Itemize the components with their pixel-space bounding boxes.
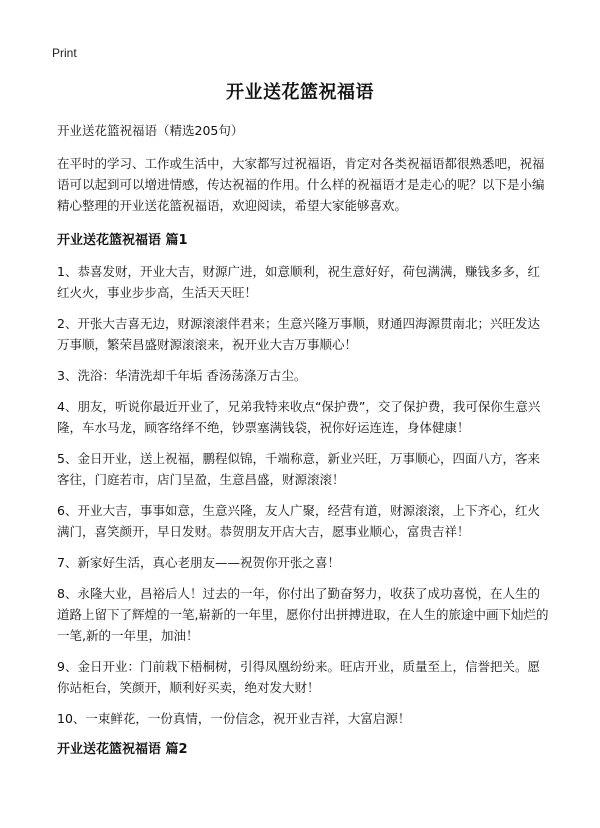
list-item: 3、洗浴：华清洗却千年垢 香汤荡涤万古尘。 — [57, 368, 307, 383]
list-item: 1、恭喜发财，开业大吉，财源广进，如意顺利，祝生意好好，荷包满满，赚钱多多，红红火火，事业步步高，生活天天旺！ — [57, 264, 540, 300]
article-body — [57, 120, 551, 770]
page-title: 开业送花篮祝福语 — [226, 82, 374, 103]
section-heading-2: 开业送花篮祝福语 篇2 — [57, 742, 188, 757]
list-item: 8、永隆大业，昌裕后人！过去的一年，你付出了勤奋努力，收获了成功喜悦，在人生的道路上留下了辉煌的一笔,崭新的一年里，愿你付出拼搏进取，在人生的旅途中画下灿烂的一笔,新的一年里，加油！ — [57, 586, 549, 643]
list-item: 6、开业大吉，事事如意，生意兴隆，友人广聚，经营有道，财源滚滚，上下齐心，红火满门，喜笑颜开，早日发财。恭贺朋友开店大吉，愿事业顺心，富贵吉祥！ — [57, 503, 540, 539]
intro-paragraph: 在平时的学习、工作或生活中，大家都写过祝福语，肯定对各类祝福语都很熟悉吧，祝福语可以起到可以增进情感，传达祝福的作用。什么样的祝福语才是走心的呢？以下是小编精心整理的开业送花篮祝福语，欢迎阅读，希望大家能够喜欢。 — [57, 156, 545, 213]
list-item: 10、一束鲜花，一份真情，一份信念，祝开业吉祥，大富启源！ — [57, 711, 411, 726]
list-item: 7、新家好生活，真心老朋友——祝贺你开张之喜！ — [57, 555, 340, 570]
list-item: 5、金日开业，送上祝福，鹏程似锦，千端称意，新业兴旺，万事顺心，四面八方，客来客往，门庭若市，店门呈盈，生意昌盛，财源滚滚！ — [57, 451, 540, 487]
print-link[interactable]: Print — [52, 46, 77, 60]
list-item: 4、朋友，听说你最近开业了，兄弟我特来收点“保护费”，交了保护费，我可保你生意兴隆，车水马龙，顾客络绎不绝，钞票塞满钱袋，祝你好运连连，身体健康！ — [57, 399, 541, 435]
subtitle: 开业送花篮祝福语（精选205句） — [57, 123, 244, 138]
list-item: 2、开张大吉喜无边，财源滚滚伴君来；生意兴隆万事顺，财通四海源贯南北；兴旺发达万事顺，繁荣昌盛财源滚滚来，祝开业大吉万事顺心！ — [57, 316, 540, 352]
list-item: 9、金日开业：门前栽下梧桐树，引得凤凰纷纷来。旺店开业，质量至上，信誉把关。愿你站柜台，笑颜开，顺利好买卖，绝对发大财！ — [57, 659, 540, 695]
section-heading-1: 开业送花篮祝福语 篇1 — [57, 233, 188, 248]
